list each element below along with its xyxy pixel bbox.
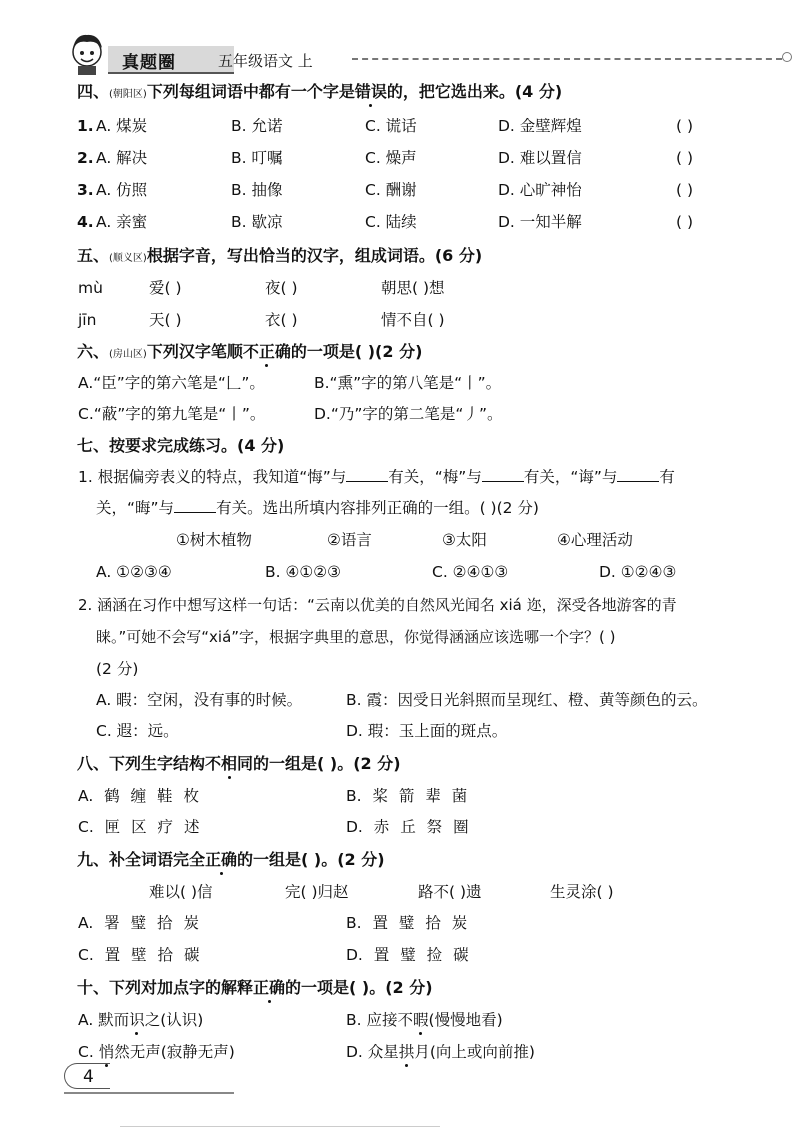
fill-blank[interactable]: 衣( ) xyxy=(265,311,298,329)
option-text: B. 歇凉 xyxy=(231,213,283,231)
q6-title: 六、(房山区)下列汉字笔顺不正确的一项是( )(2 分) xyxy=(77,342,423,361)
q7-title: 七、按要求完成练习。(4 分) xyxy=(77,436,285,455)
q8-option[interactable]: A. 鹤 缠 鞋 枚 xyxy=(78,787,199,805)
worksheet-page: 真题圈 五年级语文 上 四、(朝阳区)下列每组词语中都有一个字是错误的，把它选出来。(4 分) 1. A. 煤炭 B. 允诺 C. 谎话 D. 金壁辉煌 ( ) 2. A. 解决 B. 叮嘱 C. 燥声 D. 难以置信 ( ) 3. A. 仿照 B. 抽像 C. 酬谢 D. 心旷神怡 ( ) 4. A. 亲蜜 B. 歇凉 C. 陆续 D. 一知半解 ( ) 五、(顺义区)根据字音，写出恰当的汉字，组成词语。(6 分) mù 爱( ) 夜( ) 朝思( )想 jīn 天( ) 衣( ) 情不自( ) 六、(房山区)下列汉字笔顺不正确的一项是( )(2 分) A.“臣”字的第六笔是“𠃊”。 B.“熏”字的第八笔是“丨”。 C.“蔽”字的第九笔是“丨”。 D.“乃”字的第二笔是“丿”。 七、按要求完成练习。(4 分) 1. 根据偏旁表义的特点，我知道“悔”与 有关，“梅”与 有关，“诲”与 有 关，“晦”与 有关。选出所填内容排列正确的一组。( )(2 分) ①树木植物 ②语言 ③太阳 ④心理活动 A. ①②③④ B. ④①②③ C. ②④①③ D. ①②④③ 2. 涵涵在习作中想写这样一句话：“云南以优美的自然风光闻名 xiá 迩，深受各地游客的青 睐。”可她不会写“xiá”字，根据字典里的意思，你觉得涵涵应该选哪一个字？( ) (2 分) A. 暇：空闲，没有事的时候。 B. 霞：因受日光斜照而呈现红、橙、黄等颜色的云。 C. 遐：远。 D. 瑕：玉上面的斑点。 八、下列生字结构不相同的一组是( )。(2 分) A. 鹤 缠 鞋 枚 B. 桨 箭 辈 菌 C. 匣 区 疗 述 D. 赤 丘 祭 圈 九、补全词语完全正确的一组是( )。(2 分) 难以( )信 完( )归赵 路不( )遗 生灵涂( ) A. 署 璧 拾 炭 B. 置 璧 拾 炭 C. 置 壁 拾 碳 D. 置 璧 捡 碳 十、下列对加点字的解释正确的一项是( )。(2 分) A. 默而识之(认识) B. 应接不暇(慢慢地看) C. 悄然无声(寂静无声) D. 众星拱月(向上或向前推) 4 xyxy=(0,0,800,1130)
option-text: D. 一知半解 xyxy=(498,213,582,231)
fill-blank[interactable]: 情不自( ) xyxy=(381,311,445,329)
answer-paren[interactable]: ( ) xyxy=(676,149,694,167)
q10-option-a[interactable]: A. 默而识之(认识) xyxy=(78,1011,204,1029)
q9-option[interactable]: B. 置 璧 拾 炭 xyxy=(346,914,468,932)
q7-choice[interactable]: D. ①②④③ xyxy=(599,563,677,581)
logo-text: 真题圈 xyxy=(122,53,176,73)
pinyin: jīn xyxy=(78,311,97,329)
fill-blank[interactable] xyxy=(482,467,524,482)
option-text: A. 煤炭 xyxy=(96,117,148,135)
q7-p2-line3: (2 分) xyxy=(96,660,139,678)
page-number: 4 xyxy=(64,1063,110,1089)
fill-blank[interactable] xyxy=(346,467,388,482)
q8-option[interactable]: C. 匣 区 疗 述 xyxy=(78,818,200,836)
q9-option[interactable]: D. 置 璧 捡 碳 xyxy=(346,946,469,964)
option-text: A. 亲蜜 xyxy=(96,213,148,231)
logo-banner xyxy=(108,46,234,74)
option-text: C. 陆续 xyxy=(365,213,417,231)
circ-option: ①树木植物 xyxy=(176,531,252,549)
option-text: A. 解决 xyxy=(96,149,148,167)
option-text: C. 酬谢 xyxy=(365,181,417,199)
fill-blank[interactable]: 难以( )信 xyxy=(149,883,213,901)
q6-option-b[interactable]: B.“熏”字的第八笔是“丨”。 xyxy=(314,374,502,392)
q7-p2-option-d[interactable]: D. 瑕：玉上面的斑点。 xyxy=(346,722,508,740)
option-text: B. 抽像 xyxy=(231,181,283,199)
header-dash-end xyxy=(782,52,792,62)
q6-option-c[interactable]: C.“蔽”字的第九笔是“丨”。 xyxy=(78,405,266,423)
q4-emph: 错误 xyxy=(354,82,387,101)
q7-p2-option-c[interactable]: C. 遐：远。 xyxy=(96,722,179,740)
q7-p2-option-b[interactable]: B. 霞：因受日光斜照而呈现红、橙、黄等颜色的云。 xyxy=(346,691,708,709)
q4-title: 四、(朝阳区)下列每组词语中都有一个字是错误的，把它选出来。(4 分) xyxy=(77,82,563,101)
option-text: A. 仿照 xyxy=(96,181,148,199)
fill-blank[interactable]: 夜( ) xyxy=(265,279,298,297)
q10-emph: 正确 xyxy=(253,978,286,997)
q7-p2-option-a[interactable]: A. 暇：空闲，没有事的时候。 xyxy=(96,691,303,709)
pinyin: mù xyxy=(78,279,103,297)
q7-p1-line1: 1. 根据偏旁表义的特点，我知道“悔”与 有关，“梅”与 有关，“诲”与 有 xyxy=(78,468,675,486)
q6-option-d[interactable]: D.“乃”字的第二笔是“丿”。 xyxy=(314,405,503,423)
q7-p2-line2: 睐。”可她不会写“xiá”字，根据字典里的意思，你觉得涵涵应该选哪一个字？( ) xyxy=(96,628,616,646)
q6-emph: 不正确 xyxy=(242,342,291,361)
option-text: D. 心旷神怡 xyxy=(498,181,582,199)
subject-label: 五年级语文 上 xyxy=(218,52,313,70)
answer-paren[interactable]: ( ) xyxy=(676,117,694,135)
q7-choice[interactable]: B. ④①②③ xyxy=(265,563,342,581)
fill-blank[interactable] xyxy=(617,467,659,482)
circ-option: ③太阳 xyxy=(442,531,487,549)
cartoon-kid-icon xyxy=(66,30,108,76)
q10-option-d[interactable]: D. 众星拱月(向上或向前推) xyxy=(346,1043,535,1061)
q10-option-b[interactable]: B. 应接不暇(慢慢地看) xyxy=(346,1011,503,1029)
q5-title: 五、(顺义区)根据字音，写出恰当的汉字，组成词语。(6 分) xyxy=(77,246,483,265)
option-text: B. 允诺 xyxy=(231,117,283,135)
q7-p2-line1: 2. 涵涵在习作中想写这样一句话：“云南以优美的自然风光闻名 xiá 迩，深受各地游客的青 xyxy=(78,596,677,614)
q9-option[interactable]: C. 置 壁 拾 碳 xyxy=(78,946,200,964)
option-text: C. 谎话 xyxy=(365,117,417,135)
fill-blank[interactable]: 朝思( )想 xyxy=(381,279,445,297)
q8-emph: 不相同 xyxy=(205,754,254,773)
option-text: C. 燥声 xyxy=(365,149,417,167)
page-header xyxy=(66,30,790,80)
header-dash-line xyxy=(352,58,782,60)
fill-blank[interactable] xyxy=(174,498,216,513)
q9-emph: 正确 xyxy=(205,850,238,869)
circ-option: ②语言 xyxy=(327,531,372,549)
answer-paren[interactable]: ( ) xyxy=(676,181,694,199)
q8-option[interactable]: D. 赤 丘 祭 圈 xyxy=(346,818,469,836)
q10-title: 十、下列对加点字的解释正确的一项是( )。(2 分) xyxy=(77,978,433,997)
fill-blank[interactable]: 生灵涂( ) xyxy=(550,883,614,901)
option-text: D. 金壁辉煌 xyxy=(498,117,582,135)
q10-option-c[interactable]: C. 悄然无声(寂静无声) xyxy=(78,1043,235,1061)
fill-blank[interactable]: 爱( ) xyxy=(149,279,182,297)
option-text: B. 叮嘱 xyxy=(231,149,283,167)
fill-blank[interactable]: 完( )归赵 xyxy=(285,883,349,901)
option-text: D. 难以置信 xyxy=(498,149,582,167)
fill-blank[interactable]: 天( ) xyxy=(149,311,182,329)
q8-option[interactable]: B. 桨 箭 辈 菌 xyxy=(346,787,468,805)
circ-option: ④心理活动 xyxy=(557,531,633,549)
q9-title: 九、补全词语完全正确的一组是( )。(2 分) xyxy=(77,850,385,869)
q7-choice[interactable]: C. ②④①③ xyxy=(432,563,509,581)
q7-p1-line2: 关，“晦”与 有关。选出所填内容排列正确的一组。( )(2 分) xyxy=(96,499,539,517)
q7-choice[interactable]: A. ①②③④ xyxy=(96,563,172,581)
bottom-rule xyxy=(120,1126,440,1127)
footer-rule xyxy=(64,1092,234,1094)
q9-option[interactable]: A. 署 璧 拾 炭 xyxy=(78,914,199,932)
fill-blank[interactable]: 路不( )遗 xyxy=(418,883,482,901)
q8-title: 八、下列生字结构不相同的一组是( )。(2 分) xyxy=(77,754,401,773)
answer-paren[interactable]: ( ) xyxy=(676,213,694,231)
q6-option-a[interactable]: A.“臣”字的第六笔是“𠃊”。 xyxy=(78,374,265,392)
